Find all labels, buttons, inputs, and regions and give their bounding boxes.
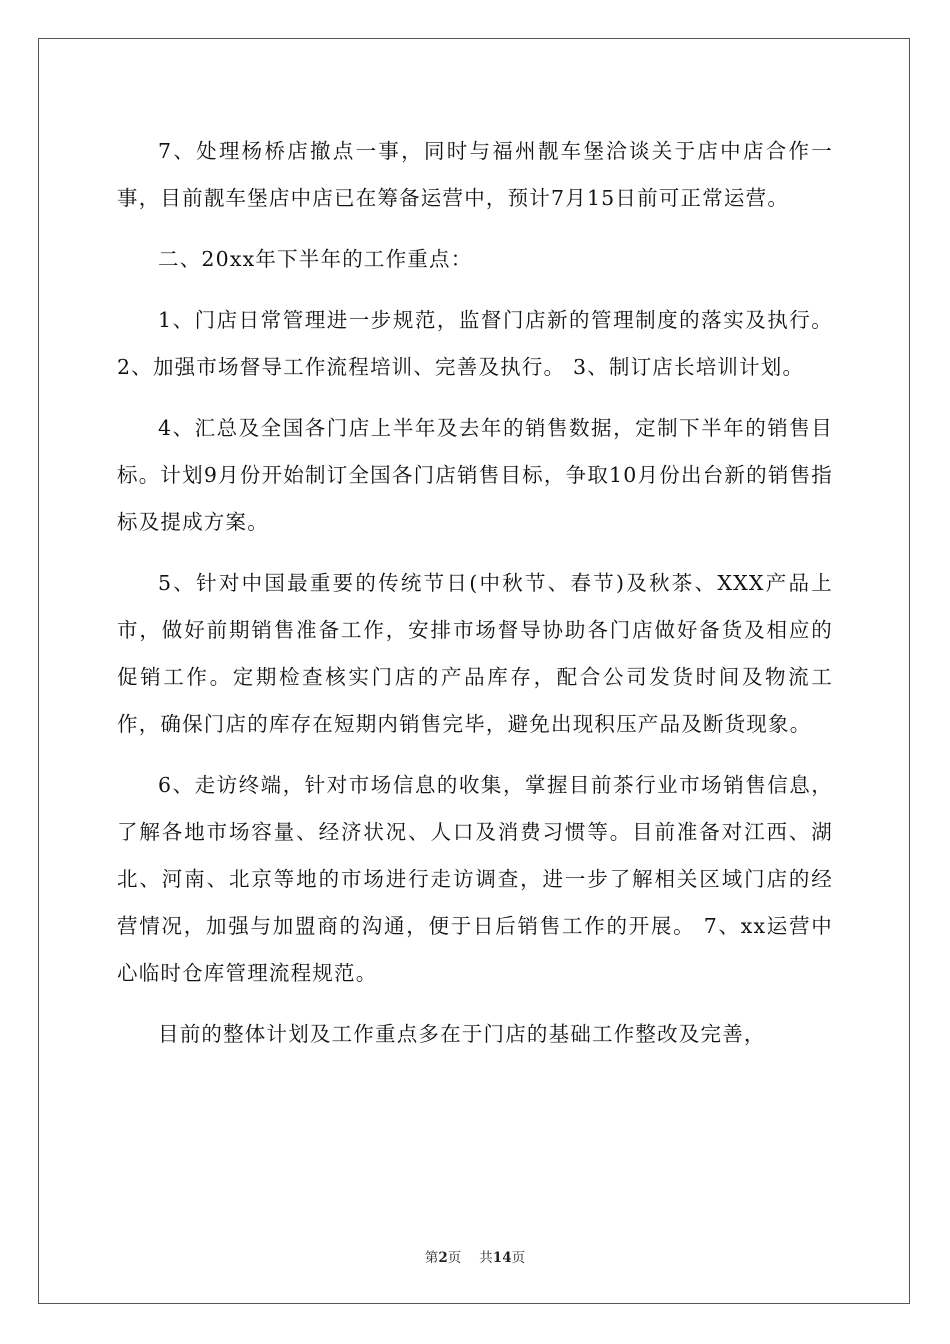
page-footer: [0, 1246, 950, 1266]
paragraph-item-4: 4、汇总及全国各门店上半年及去年的销售数据，定制下半年的销售目标。计划9月份开始制订全国各门店销售目标，争取10月份出台新的销售指标及提成方案。: [117, 416, 833, 534]
total-pages: 14: [492, 1250, 512, 1266]
paragraph-item-6: 6、走访终端，针对市场信息的收集，掌握目前茶行业市场销售信息，了解各地市场容量、经济状况、人口及消费习惯等。目前准备对江西、湖北、河南、北京等地的市场进行走访调查，进一步了解相关区域门店的经营情况，加强与加盟商的沟通，便于日后销售工作的开展。 7、xx运营中心临时仓库管理流程规范。: [117, 773, 833, 985]
total-prefix: 共: [479, 1250, 493, 1266]
paragraph-item-7: 7、处理杨桥店撤点一事，同时与福州靓车堡洽谈关于店中店合作一事，目前靓车堡店中店已在筹备运营中，预计7月15日前可正常运营。: [117, 139, 833, 210]
document-body: [117, 128, 833, 1072]
paragraph-item-5: 5、针对中国最重要的传统节日(中秋节、春节)及秋茶、XXX产品上市，做好前期销售准备工作，安排市场督导协助各门店做好备货及相应的促销工作。定期检查核实门店的产品库存，配合公司发货时间及物流工作，确保门店的库存在短期内销售完毕，避免出现积压产品及断货现象。: [117, 571, 833, 736]
section-heading-second-half-focus: 二、20xx年下半年的工作重点：: [158, 247, 473, 271]
paragraph-summary: 目前的整体计划及工作重点多在于门店的基础工作整改及完善，: [158, 1022, 766, 1046]
page-prefix: 第: [424, 1250, 439, 1266]
paragraph-items-1-3: 1、门店日常管理进一步规范，监督门店新的管理制度的落实及执行。 2、加强市场督导工作流程培训、完善及执行。 3、制订店长培训计划。: [117, 308, 833, 379]
page-suffix: 页: [447, 1250, 462, 1266]
total-suffix: 页: [511, 1250, 526, 1266]
page-number: 2: [438, 1250, 448, 1266]
